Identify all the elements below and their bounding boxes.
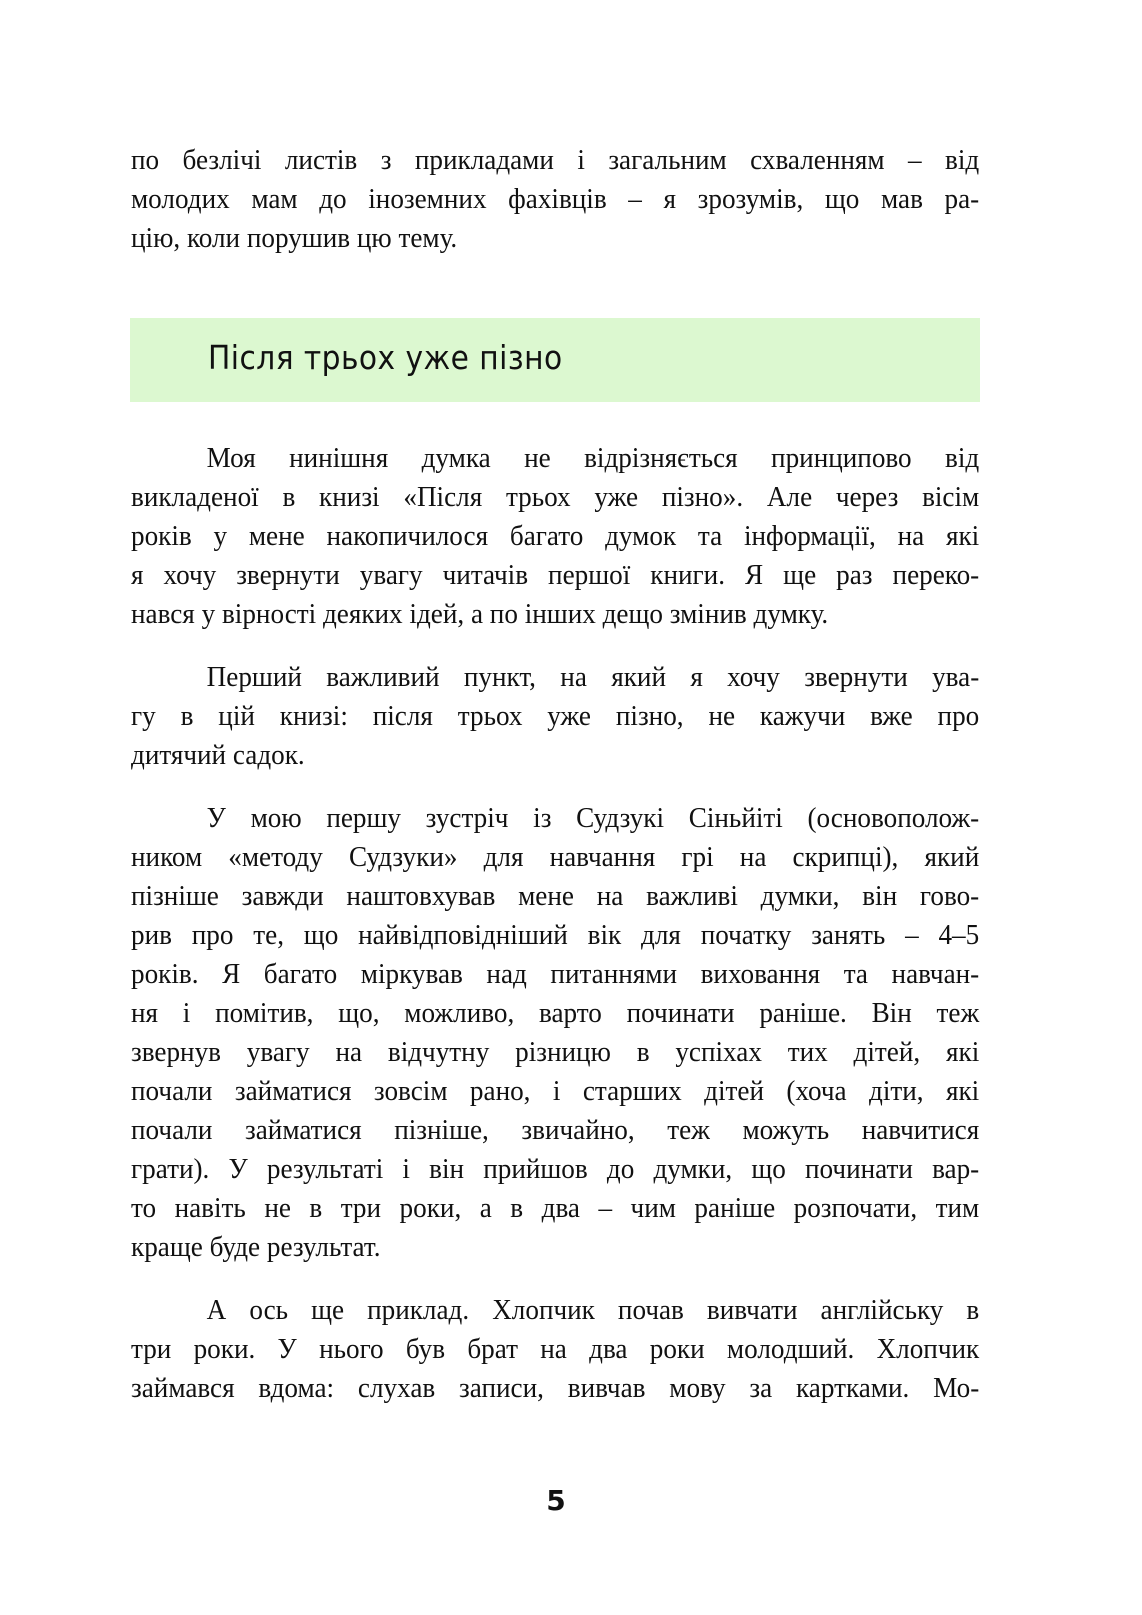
text-line: звернув увагу на відчутну різницю в успіхах тих дітей, які [131,1037,980,1068]
text-line: ня і помітив, що, можливо, варто починати раніше. Він теж [131,998,980,1029]
text-line: У мою першу зустріч із Судзукі Сіньйіті (основополож- [206,803,980,834]
text-line: рив про те, що найвідповідніший вік для початку занять – 4–5 [131,920,980,951]
text-line: пізніше завжди наштовхував мене на важливі думки, він гово- [131,881,980,912]
section-heading-banner [130,318,980,402]
text-line: краще буде результат. [131,1232,381,1263]
text-line: нався у вірності деяких ідей, а по інших дещо змінив думку. [131,599,829,630]
text-line: по безлічі листів з прикладами і загальним схваленням – від [131,145,980,176]
paragraph [131,658,980,775]
text-line: викладеної в книзі «Після трьох уже пізно». Але через вісім [131,482,980,513]
text-line: гу в цій книзі: після трьох уже пізно, не кажучи вже про [131,701,980,732]
intro-paragraph [131,141,980,282]
text-line: то навіть не в три роки, а в два – чим раніше розпочати, тим [131,1193,980,1224]
paragraph [131,439,980,634]
page-number: 5 [546,1484,566,1517]
paragraph [131,799,980,1267]
text-line: почали займатися зовсім рано, і старших дітей (хоча діти, які [131,1076,980,1107]
text-line: ником «методу Судзуки» для навчання грі на скрипці), який [131,842,980,873]
text-line: цію, коли порушив цю тему. [131,223,458,254]
text-line: Моя нинішня думка не відрізняється принципово від [206,443,980,474]
text-line: почали займатися пізніше, звичайно, теж можуть навчитися [131,1115,980,1146]
section-body [131,439,980,1432]
text-line: займався вдома: слухав записи, вивчав мову за картками. Мо- [131,1373,980,1404]
text-line: років у мене накопичилося багато думок та інформації, на які [131,521,980,552]
text-line: А ось ще приклад. Хлопчик почав вивчати англійську в [206,1295,980,1326]
text-line: молодих мам до іноземних фахівців – я зрозумів, що мав ра- [131,184,980,215]
text-line: три роки. У нього був брат на два роки молодший. Хлопчик [131,1334,980,1365]
section-heading: Після трьох уже пізно [208,338,563,377]
paragraph [131,141,980,258]
paragraph [131,1291,980,1408]
text-line: років. Я багато міркував над питаннями виховання та навчан- [131,959,980,990]
text-line: Перший важливий пункт, на який я хочу звернути ува- [206,662,980,693]
text-line: дитячий садок. [131,740,305,771]
text-line: грати). У результаті і він прийшов до думки, що починати вар- [131,1154,980,1185]
text-line: я хочу звернути увагу читачів першої книги. Я ще раз переко- [131,560,980,591]
